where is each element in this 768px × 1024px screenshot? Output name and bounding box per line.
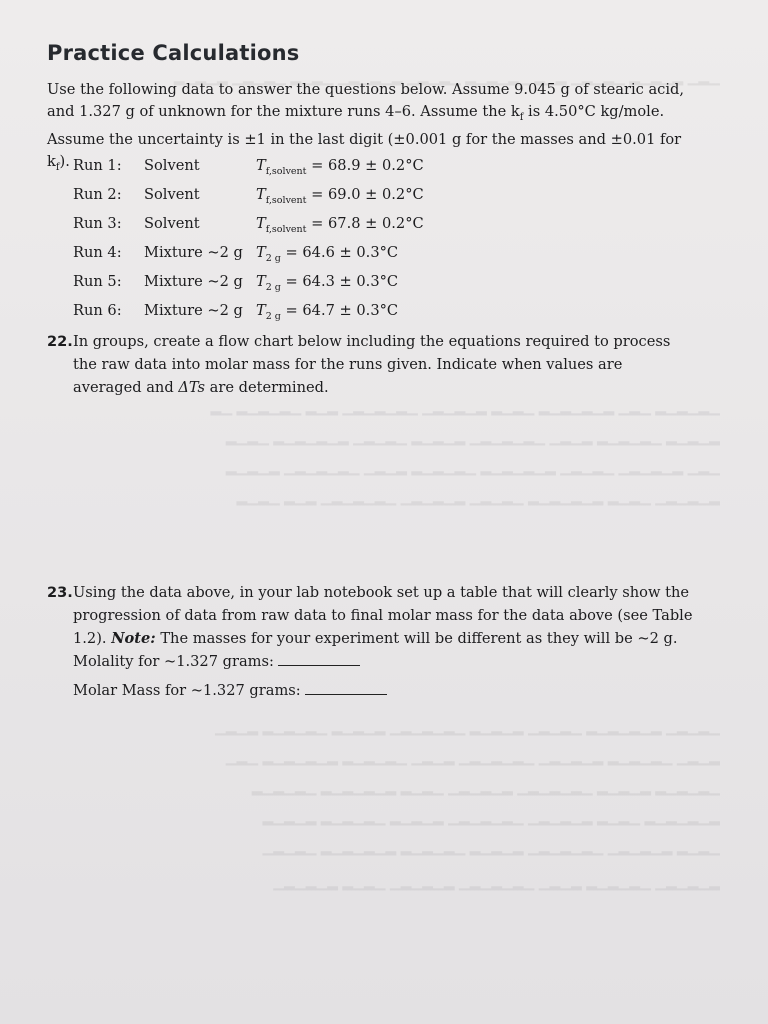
note-label: Note: [111,630,156,647]
temperature-subscript: 2 g [265,311,281,322]
bleed-through-text: ▂▁▂▁▂▁ ▁▂▁▂ ▂▁▂▁▂▁▂ ▁▂▁▂▁ ▂▁▂▁▂▁ ▁▂▁▂▁▂▁ ▂▁▂ ▁▂▁▂ [236,490,720,506]
temperature-symbol: T [256,273,266,290]
run-type: Solvent [144,215,200,232]
intro-kf-subscript: f [55,161,60,173]
temperature-symbol: T [256,302,266,319]
run-type: Mixture ~2 g [144,273,243,290]
temperature-symbol: T [256,186,266,203]
bleed-through-text: ▂▁▂▁▂▁▂ ▁▂▁▂ ▂▁▂▁▂▁ ▁▂▁▂▁▂▁ ▂▁▂▁▂ ▁▂▁▂▁▂ ▂▁▂▁▂ [262,810,720,826]
run-temperature [256,186,424,206]
bleed-through-text: ▁▂▁ ▂▁▂▁▂ ▁▂▁▂▁ ▂▁▂ ▁▂▁▂▁▂ ▁▂▁▂▁ ▂▁▂▁▂▁ ▁▂▁▂ ▁▂▁▂▁ ▂▁▂▁▂ [173,70,720,86]
bleed-through-text: ▁▂▁▂▁ ▂▁▂▁▂▁▂ ▁▂▁▂▁ ▂▁▂▁▂ ▁▂▁▂▁▂▁ ▂▁▂▁▂ ▁▂▁▂▁▂ ▂▁▂▁ [215,720,720,736]
temperature-value: = 64.6 ± 0.3°C [280,244,399,261]
molality-label: Molality for ~1.327 grams: [73,653,274,670]
run-label: Run 2: [73,186,122,203]
run-temperature [256,215,424,235]
temperature-subscript: f,solvent [265,166,307,177]
temperature-subscript: f,solvent [265,224,307,235]
bleed-through-text: ▂▁▂▁▂ ▁▂▁▂▁▂ ▂▁▂▁ ▁▂▁▂▁▂▁ ▂▁▂▁▂ ▁▂▁▂▁ ▂▁▂▁▂▁▂ ▁▂▁▂ [225,430,720,446]
temperature-value: = 68.9 ± 0.2°C [306,157,424,174]
temperature-value: = 69.0 ± 0.2°C [306,186,424,203]
question-number: 23. [47,584,73,601]
molality-blank[interactable] [278,655,360,666]
molar-mass-answer-line [73,682,387,699]
intro-text: ). [59,152,70,170]
question-body-end: are determined. [205,379,329,396]
intro-kf-subscript: f [519,111,524,123]
temperature-subscript: 2 g [265,253,281,264]
question-body: In groups, create a flow chart below including the equations required to process the raw data into molar mass for the runs given. Indicate when values are averaged and [73,333,671,396]
run-label: Run 4: [73,244,122,261]
run-type: Solvent [144,157,200,174]
question-23 [47,581,697,651]
page-title: Practice Calculations [47,41,300,65]
run-label: Run 1: [73,157,122,174]
run-type: Solvent [144,186,200,203]
run-label: Run 6: [73,302,122,319]
note-text: The masses for your experiment will be different as they will be ~2 g. [155,630,678,647]
question-text [73,330,695,399]
run-type: Mixture ~2 g [144,302,243,319]
delta-t-term: ΔTs [178,379,206,396]
temperature-symbol: T [256,215,266,232]
bleed-through-text: ▁▂▁▂▁▂ ▂▁▂▁▂ ▁▂▁▂▁▂▁ ▂▁▂▁▂▁ ▁▂▁▂ ▂▁▂▁▂▁▂ ▁▂▁▂▁▂ [251,780,720,796]
run-temperature [256,273,399,293]
run-temperature [256,302,399,322]
run-type: Mixture ~2 g [144,244,243,261]
temperature-symbol: T [256,157,266,174]
question-body: Using the data above, in your lab notebook set up a table that will clearly show the progression of data from raw data to final molar mass for the data above (see Table 1.2). [73,584,693,647]
temperature-value: = 64.7 ± 0.3°C [280,302,399,319]
run-label: Run 3: [73,215,122,232]
temperature-subscript: 2 g [265,282,281,293]
run-label: Run 5: [73,273,122,290]
bleed-through-text: ▁▂▁ ▂▁▂▁▂▁ ▁▂▁▂▁ ▂▁▂▁▂▁▂ ▁▂▁▂▁▂ ▂▁▂▁ ▁▂▁▂▁▂▁ ▂▁▂▁▂ [225,460,720,476]
molality-answer-line [73,653,360,670]
molar-mass-blank[interactable] [305,684,387,695]
bleed-through-text: ▂▁▂▁ ▁▂▁▂▁▂ ▂▁▂▁▂▁ ▁▂▁▂▁▂▁ ▂▁▂▁ ▁▂▁▂▁▂ ▂▁▂▁▂▁▂ ▁▂▁ [225,750,720,766]
intro-text: is 4.50°C kg/mole. Assume the uncertainty is ±1 in the last digit (±0.001 g for the masses and ±0.01 for k [47,103,682,170]
run-temperature [256,244,399,264]
bleed-through-text: ▁▂▁▂▁▂ ▁▂▁ ▂▁▂▁▂▁▂ ▁▂▁▂ ▂▁▂▁▂▁ ▁▂▁▂▁▂▁ ▂▁▂ ▁▂▁▂▁▂ ▁▂ [210,400,720,416]
temperature-value: = 67.8 ± 0.2°C [306,215,424,232]
temperature-value: = 64.3 ± 0.3°C [280,273,399,290]
bleed-through-text: ▂▁▂▁▂▁ ▁▂▁▂▁▂ ▂▁▂▁ ▁▂▁▂▁▂▁ ▂▁▂▁▂▁ ▁▂▁▂ ▂▁▂▁▂▁ [273,875,720,891]
temperature-symbol: T [256,244,266,261]
question-number: 22. [47,333,73,350]
intro-text: Use the following data to answer the questions below. Assume 9.045 g of stearic acid, and 1.327 g of unknown for the mixture runs 4–6. Assume the k [47,81,684,120]
question-22 [47,330,697,400]
question-text [73,581,695,650]
run-temperature [256,157,424,177]
molar-mass-label: Molar Mass for ~1.327 grams: [73,682,301,699]
bleed-through-text: ▁▂▁▂ ▂▁▂▁▂▁ ▁▂▁▂▁▂▁ ▂▁▂▁▂ ▁▂▁▂▁▂ ▂▁▂▁▂▁▂ ▁▂▁▂▁ [262,840,720,856]
temperature-subscript: f,solvent [265,195,307,206]
